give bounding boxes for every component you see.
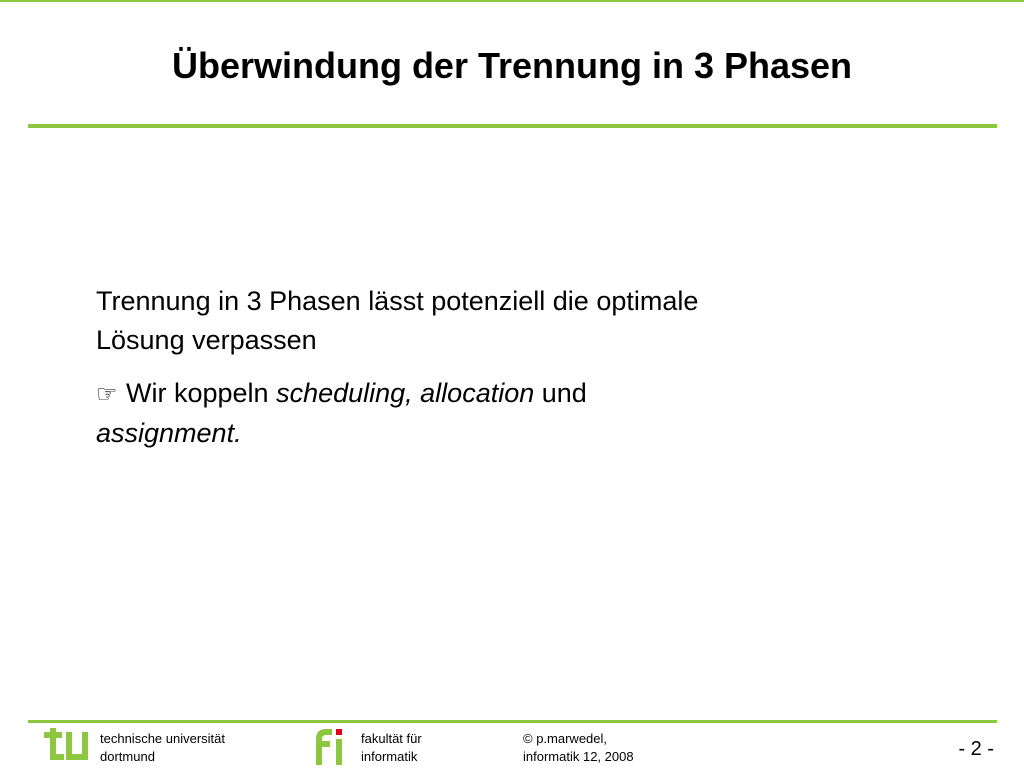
university-line-1: technische universität [100, 731, 226, 746]
body-line-1: Trennung in 3 Phasen lässt potenziell die optimale [96, 286, 699, 316]
paragraph-2-italic-1: scheduling, allocation [276, 378, 535, 408]
body-paragraph-2 [96, 374, 896, 453]
slide-body [96, 282, 896, 453]
copyright-note [523, 730, 634, 766]
paragraph-2-italic-2: assignment. [96, 418, 242, 448]
body-line-2: Lösung verpassen [96, 325, 317, 355]
copyright-symbol: © [523, 731, 533, 746]
body-paragraph-1 [96, 282, 896, 360]
university-name [100, 730, 225, 766]
top-accent-line [0, 0, 1024, 2]
university-line-2: dortmund [100, 749, 155, 764]
faculty-line-2: informatik [361, 749, 418, 764]
slide-title: Überwindung der Trennung in 3 Phasen [171, 45, 853, 86]
paragraph-2-text-1: Wir koppeln [126, 378, 277, 408]
fi-logo-icon [310, 727, 354, 767]
title-underline [28, 124, 997, 128]
faculty-line-1: fakultät für [361, 731, 422, 746]
paragraph-2-text-2: und [534, 378, 587, 408]
copyright-line-1: p.marwedel, [532, 731, 608, 746]
pointing-hand-icon: ☞ [96, 381, 118, 408]
faculty-name [361, 730, 422, 766]
footer-line [28, 720, 997, 723]
page-number: - 2 - [958, 738, 994, 760]
tu-logo-icon [44, 728, 94, 766]
copyright-line-2: informatik 12, 2008 [523, 749, 634, 764]
